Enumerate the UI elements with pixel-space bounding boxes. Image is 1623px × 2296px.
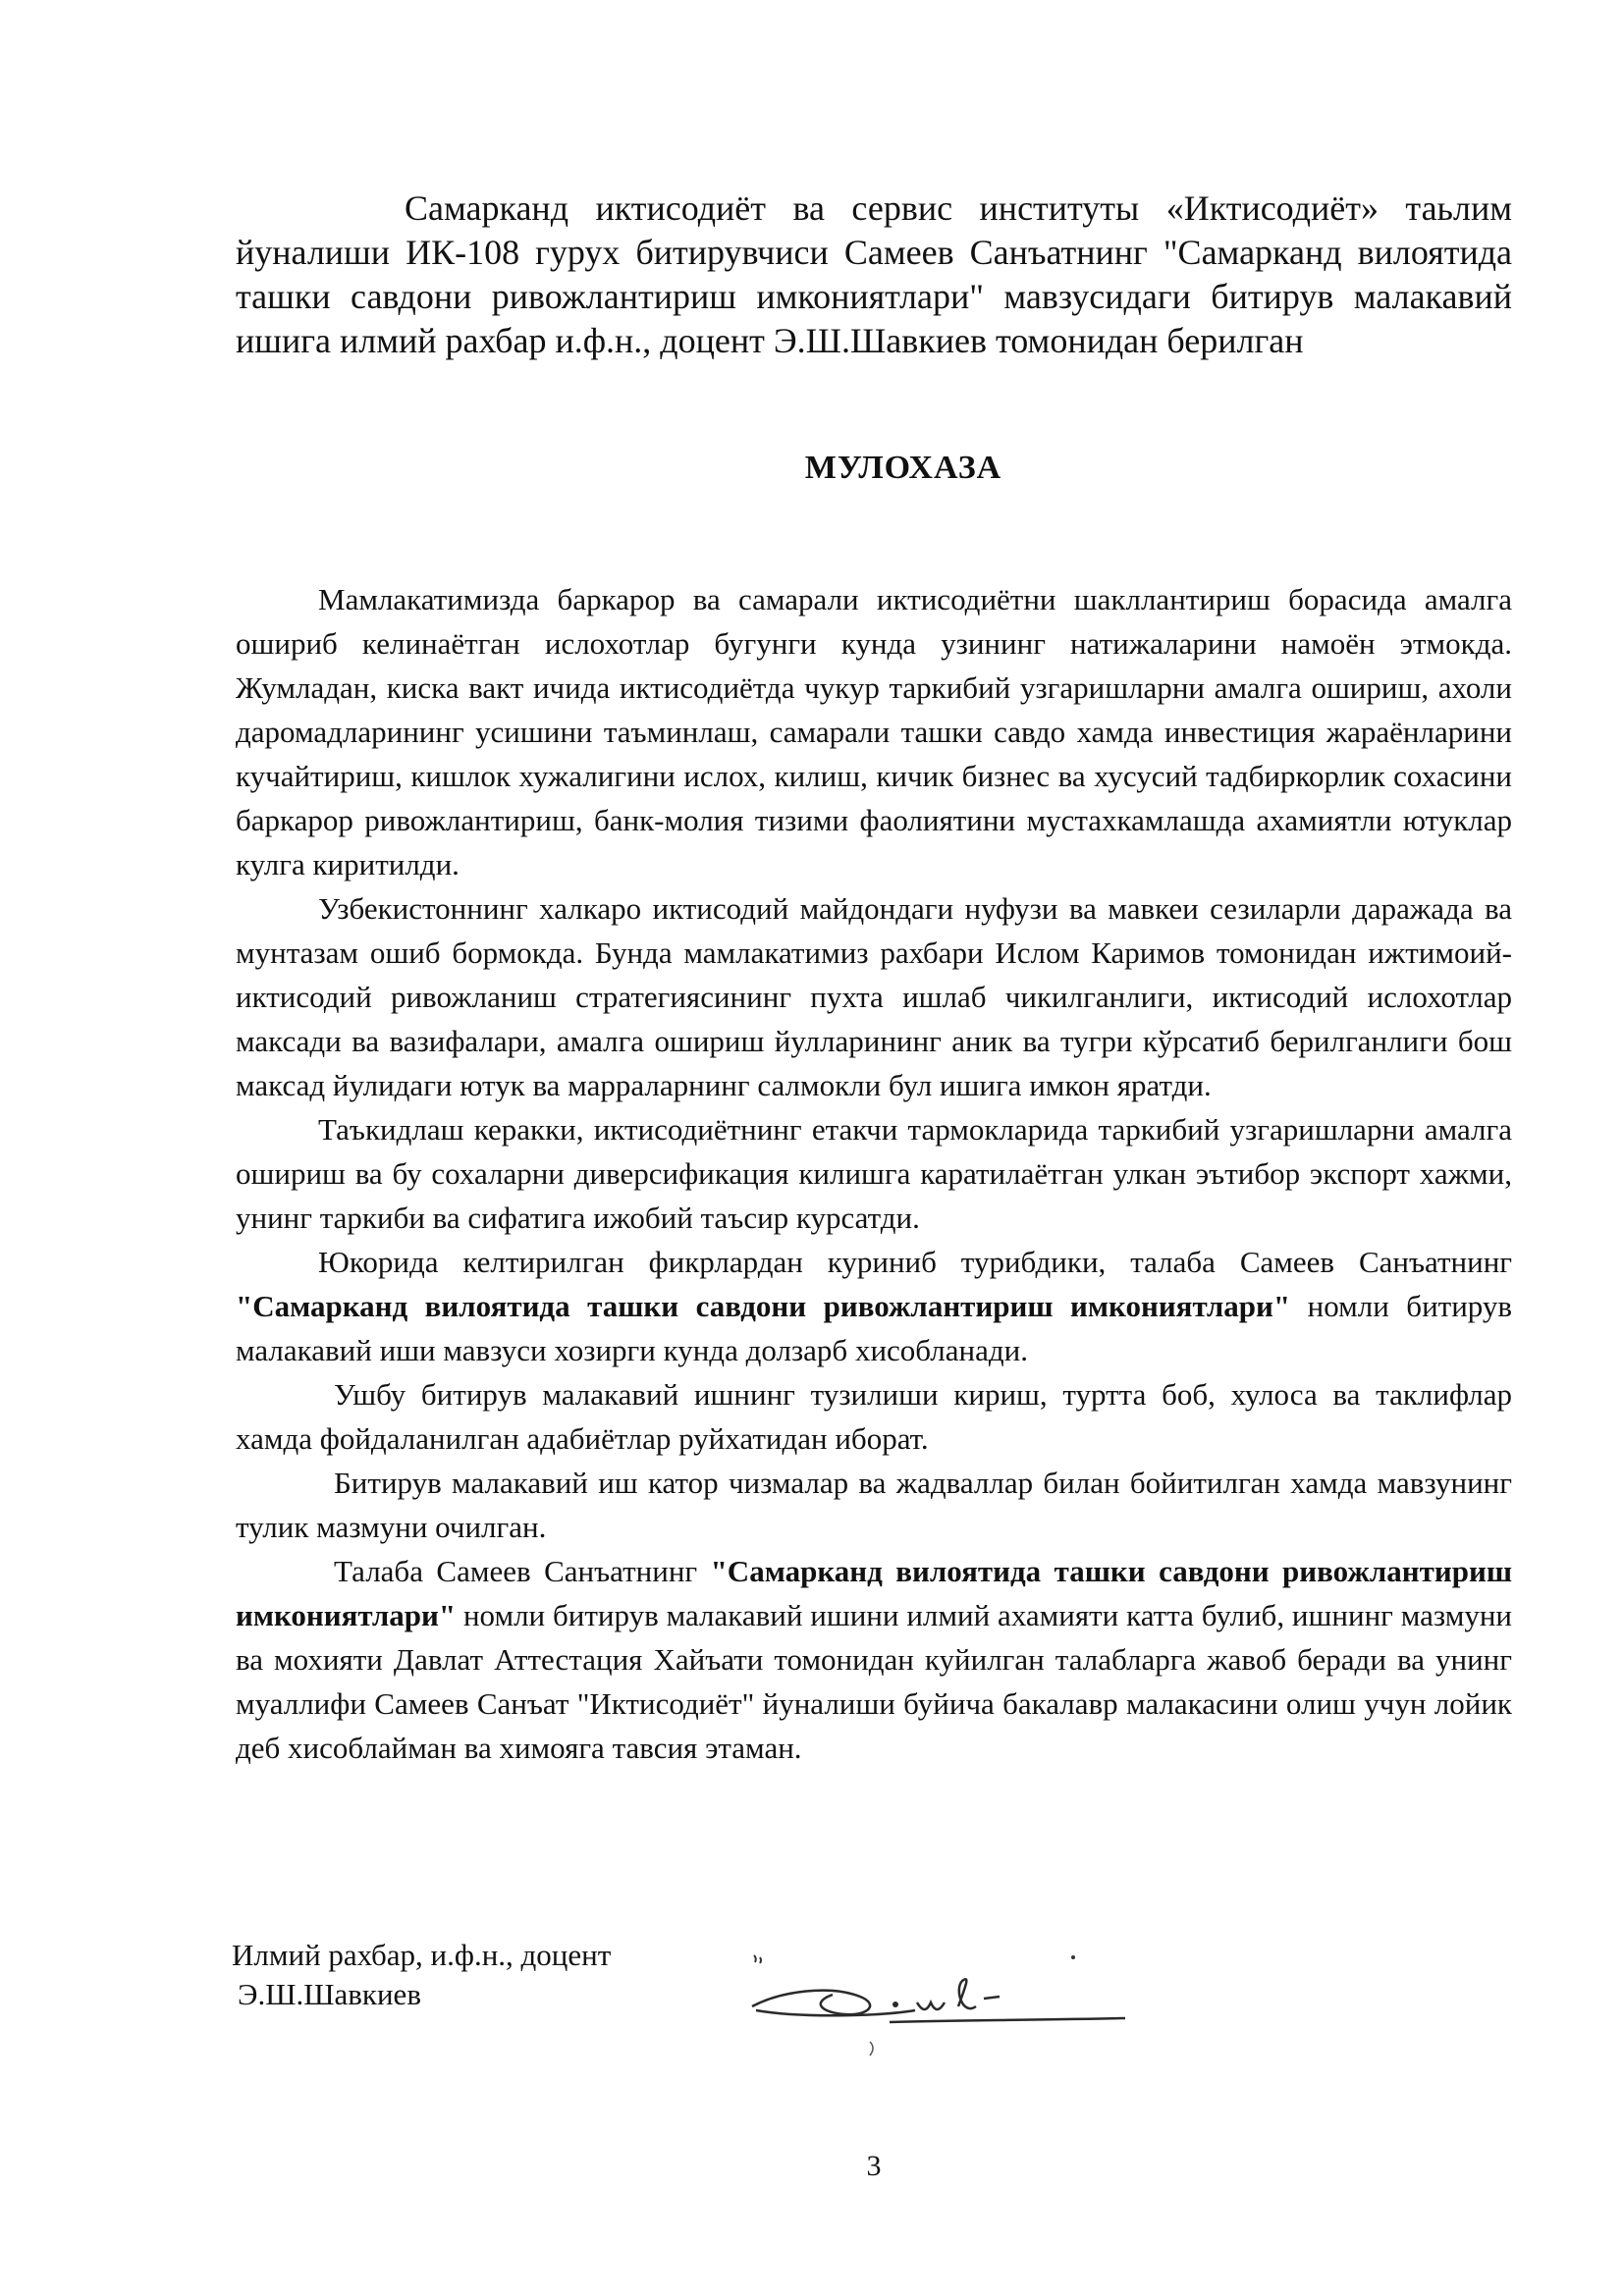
document-header [236, 187, 1512, 363]
paragraph-4-start: Юкорида келтирилган фикрлардан куриниб турибдики, талаба Самеев Санъатнинг [318, 1245, 1512, 1279]
paragraph-4 [236, 1240, 1512, 1372]
signer-role: Илмий рахбар, и.ф.н., доцент [232, 1938, 612, 1972]
paragraph-7-topic: "Самарканд вилоятида ташки савдони ривожлантириш имкониятлари" [236, 1554, 1513, 1632]
paragraph-1: Мамлакатимизда баркарор ва самарали иктисодиётни шакллантириш борасида амалга ошириб келинаётган ислохотлар бугунги кунда узининг натижаларини намоён этмокда. Жумладан, киска вакт ичида иктисодиётда чукур таркибий узгаришларни амалга ошириш, ахоли даромадларининг усишини таъминлаш, самарали ташки савдо хамда инвестиция жараёнларини кучайтириш, кишлок хужалигини ислох, килиш, кичик бизнес ва хусусий тадбиркорлик сохасини баркарор ривожлантириш, банк-молия тизими фаолиятини мустахкамлашда ахамиятли ютуклар кулга киритилди. [236, 582, 1512, 881]
paragraph-7-end: номли битирув малакавий ишини илмий ахамияти катта булиб, ишнинг мазмуни ва мохияти Давлат Аттестация Хайъати томонидан куйилган талабларга жавоб беради ва унинг муаллифи Самеев Санъат "Иктисодиёт" йуналиши буйича бакалавр малакасини олиш учун лойик деб хисоблайман ва химояга тавсия этаман. [236, 1598, 1513, 1765]
paragraph-3: Таъкидлаш керакки, иктисодиётнинг етакчи тармокларида таркибий узгаришларни амалга ошириш ва бу сохаларни диверсификация килишга каратилаётган улкан эътибор экспорт хажми, унинг таркиби ва сифатига ижобий таъсир курсатди. [236, 1112, 1512, 1235]
paragraph-2: Узбекистоннинг халкаро иктисодий майдондаги нуфузи ва мавкеи сезиларли даражада ва мунтазам ошиб бормокда. Бунда мамлакатимиз рахбари Ислом Каримов томонидан ижтимоий-иктисодий ривожланиш стратегиясининг пухта ишлаб чикилганлиги, иктисодий ислохотлар максади ва вазифалари, амалга ошириш йулларининг аник ва тугри кўрсатиб берилганлиги бош максад йулидаги ютук ва марраларнинг салмокли бул ишига имкон яратди. [236, 891, 1512, 1102]
header-text: Самарканд иктисодиёт ва сервис институты «Иктисодиёт» таьлим йуналиши ИК-108 гурух битирувчиси Самеев Санъатнинг "Самарканд вилоятида ташки савдони ривожлантириш имкониятлари" мавзусидаги битирув малакавий ишига илмий рахбар и.ф.н., доцент Э.Ш.Шавкиев томонидан берилган [236, 188, 1512, 360]
document-body [236, 577, 1512, 1770]
paragraph-5: Ушбу битирув малакавий ишнинг тузилиши кириш, туртта боб, хулоса ва таклифлар хамда фойдаланилган адабиётлар руйхатидан иборат. [236, 1377, 1512, 1456]
paragraph-7-start: Талаба Самеев Санъатнинг [334, 1554, 698, 1588]
handwritten-signature [742, 1946, 1135, 2073]
signer-block [232, 1936, 611, 2014]
page-number: 3 [866, 2150, 882, 2182]
paragraph-4-end: номли битирув малакавий иши мавзуси хозирги кунда долзарб хисобланади. [236, 1289, 1513, 1367]
paragraph-4-topic: "Самарканд вилоятида ташки савдони ривожлантириш имкониятлари" [236, 1289, 1291, 1323]
signer-name: Э.Ш.Шавкиев [238, 1977, 421, 2011]
paragraph-6: Битирув малакавий иш катор чизмалар ва жадваллар билан бойитилган хамда мавзунинг тулик мазмуни очилган. [236, 1466, 1512, 1544]
paragraph-7 [236, 1549, 1512, 1770]
document-title: МУЛОХАЗА [804, 450, 1002, 486]
